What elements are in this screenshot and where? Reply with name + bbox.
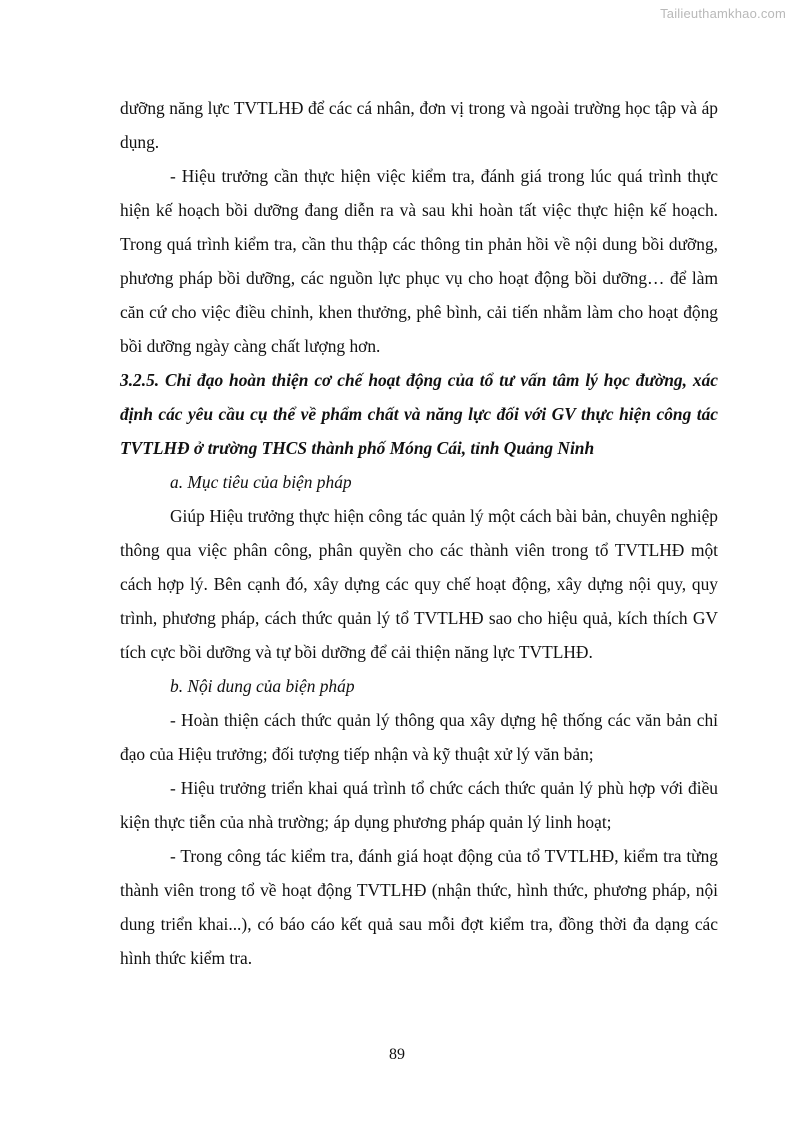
paragraph-bullet-2: - Hiệu trưởng triển khai quá trình tổ chức cách thức quản lý phù hợp với điều kiện thực tiễn của nhà trường; áp dụng phương pháp quản lý linh hoạt; [120, 778, 718, 832]
section-heading-3-2-5: 3.2.5. Chỉ đạo hoàn thiện cơ chế hoạt động của tổ tư vấn tâm lý học đường, xác định các yêu cầu cụ thể về phẩm chất và năng lực đối với GV thực hiện công tác TVTLHĐ ở trường THCS thành phố Móng Cái, tỉnh Quảng Ninh [120, 370, 718, 458]
paragraph-bullet-1: - Hoàn thiện cách thức quản lý thông qua xây dựng hệ thống các văn bản chỉ đạo của Hiệu trưởng; đối tượng tiếp nhận và kỹ thuật xử lý văn bản; [120, 710, 718, 764]
paragraph-objective: Giúp Hiệu trưởng thực hiện công tác quản lý một cách bài bản, chuyên nghiệp thông qua việc phân công, phân quyền cho các thành viên trong tổ TVTLHĐ một cách hợp lý. Bên cạnh đó, xây dựng các quy chế hoạt động, xây dựng nội quy, quy trình, phương pháp, cách thức quản lý tổ TVTLHĐ sao cho hiệu quả, kích thích GV tích cực bồi dưỡng và tự bồi dưỡng để cải thiện năng lực TVTLHĐ. [120, 506, 718, 662]
subheading-content: b. Nội dung của biện pháp [170, 676, 355, 696]
paragraph-bullet-3: - Trong công tác kiểm tra, đánh giá hoạt động của tổ TVTLHĐ, kiểm tra từng thành viên trong tổ về hoạt động TVTLHĐ (nhận thức, hình thức, phương pháp, nội dung triển khai...), có báo cáo kết quả sau mỗi đợt kiểm tra, đồng thời đa dạng các hình thức kiểm tra. [120, 846, 718, 968]
subheading-objective: a. Mục tiêu của biện pháp [170, 472, 352, 492]
watermark: Tailieuthamkhao.com [660, 6, 786, 21]
document-body [120, 91, 718, 975]
paragraph-continuation: dưỡng năng lực TVTLHĐ để các cá nhân, đơn vị trong và ngoài trường học tập và áp dụng. [120, 98, 718, 152]
paragraph-inspection: - Hiệu trưởng cần thực hiện việc kiểm tra, đánh giá trong lúc quá trình thực hiện kế hoạch bồi dưỡng đang diễn ra và sau khi hoàn tất việc thực hiện kế hoạch. Trong quá trình kiểm tra, cần thu thập các thông tin phản hồi về nội dung bồi dưỡng, phương pháp bồi dưỡng, các nguồn lực phục vụ cho hoạt động bồi dưỡng… để làm căn cứ cho việc điều chỉnh, khen thưởng, phê bình, cải tiến nhằm làm cho hoạt động bồi dưỡng ngày càng chất lượng hơn. [120, 166, 718, 356]
page-number: 89 [389, 1046, 405, 1063]
